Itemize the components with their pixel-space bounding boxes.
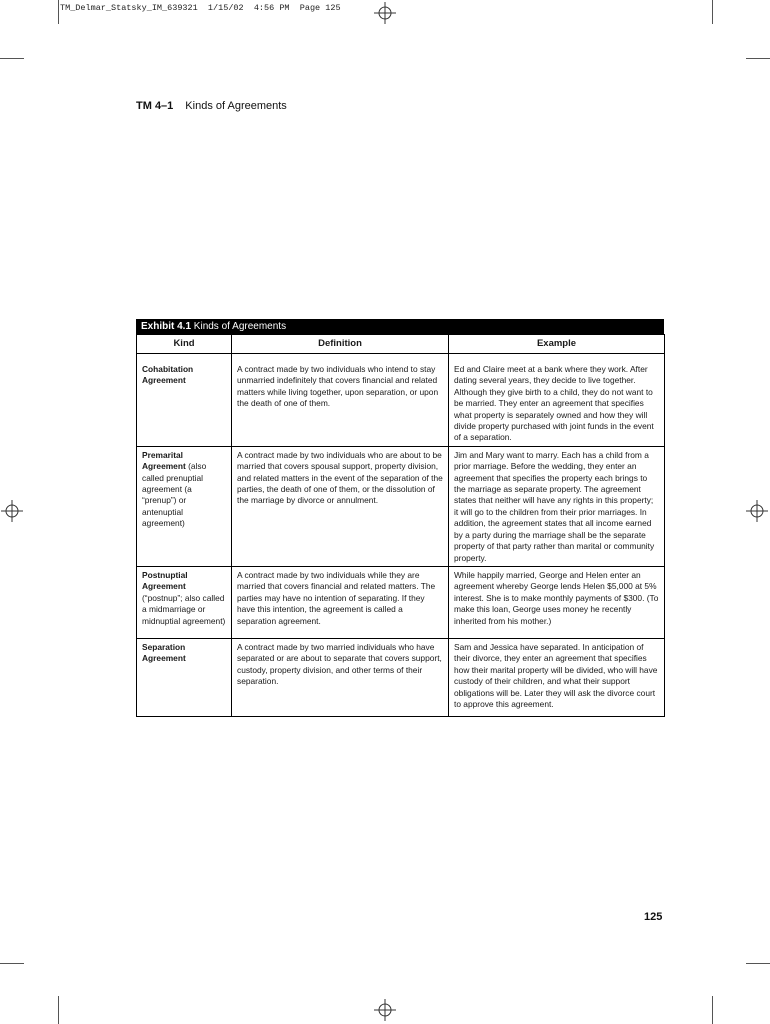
- kind-name: Separation Agreement: [142, 641, 186, 664]
- kind-cell: [137, 638, 232, 716]
- exhibit-table-block: [136, 319, 664, 717]
- definition-cell: A contract made by two individuals who intend to stay unmarried indefinitely that covers financial and related matters while living together, upon separation, or upon the death of one of them.: [232, 354, 449, 447]
- agreements-table: [136, 334, 665, 717]
- column-header-definition: Definition: [232, 335, 449, 354]
- kind-name: Cohabitation Agreement: [142, 364, 194, 386]
- example-cell: Jim and Mary want to marry. Each has a child from a prior marriage. Before the wedding, they enter an agreement that specifies the property each brings to the marriage as separate property. The agreement states that neither will have any rights in this property; it will go to the children from their prior marriages. In addition, the agreement states that all income earned by a party during the marriage shall be the separate property of that party rather than marital or community property.: [449, 446, 665, 566]
- table-header-row: [137, 335, 665, 354]
- exhibit-header: [136, 319, 664, 334]
- column-header-example: Example: [449, 335, 665, 354]
- definition-cell: A contract made by two individuals who are about to be married that covers spousal support, property division, and related matters in the event of the separation of the parties, the death of one of them, or the dissolution of the marriage by divorce or annulment.: [232, 446, 449, 566]
- crop-mark: [712, 0, 713, 24]
- table-row: [137, 354, 665, 447]
- registration-mark-icon: [374, 999, 396, 1021]
- table-row: [137, 638, 665, 716]
- page-title: [136, 100, 287, 112]
- slug-line: TM_Delmar_Statsky_IM_639321 1/15/02 4:56 PM Page 125: [60, 3, 341, 13]
- kind-cell: [137, 446, 232, 566]
- column-header-kind: Kind: [137, 335, 232, 354]
- exhibit-label: Exhibit 4.1: [141, 321, 192, 332]
- example-cell: While happily married, George and Helen enter an agreement whereby George lends Helen $5,000 at 5% interest. She is to make monthly payments of $300. (To make this loan, George uses money he recently inherited from his mother.): [449, 566, 665, 638]
- registration-mark-icon: [746, 500, 768, 522]
- kind-cell: [137, 566, 232, 638]
- example-cell: Ed and Claire meet at a bank where they work. After dating several years, they decide to live together. Although they give birth to a child, they do not want to be married. They enter an agreement that specifies what property is separately owned and how they will divide property purchased with joint funds in the event of a separation.: [449, 354, 665, 447]
- kind-name: Postnuptial Agreement: [142, 569, 188, 592]
- kind-note: (also called prenuptial agreement (a “prenup”) or antenuptial agreement): [142, 461, 207, 529]
- page-number: 125: [644, 911, 663, 923]
- crop-mark: [746, 963, 770, 964]
- title-number: TM 4–1: [136, 100, 174, 112]
- table-row: [137, 446, 665, 566]
- table-row: [137, 566, 665, 638]
- registration-mark-icon: [1, 500, 23, 522]
- kind-cell: [137, 354, 232, 447]
- crop-mark: [0, 963, 24, 964]
- example-cell: Sam and Jessica have separated. In anticipation of their divorce, they enter an agreement that specifies how their marital property will be divided, who will have custody of their children, and what their support obligations will be. Later they will ask the divorce court to approve this agreement.: [449, 638, 665, 716]
- exhibit-caption: Kinds of Agreements: [193, 321, 287, 332]
- crop-mark: [746, 58, 770, 59]
- kind-name: Premarital Agreement: [142, 449, 186, 472]
- title-text: Kinds of Agreements: [185, 100, 287, 112]
- crop-mark: [58, 996, 59, 1024]
- crop-mark: [0, 58, 24, 59]
- definition-cell: A contract made by two married individuals who have separated or are about to separate that covers support, custody, property division, and other terms of their separation.: [232, 638, 449, 716]
- definition-cell: A contract made by two individuals while they are married that covers financial and related matters. The parties may have no intention of separating. If they have this intention, the agreement is called a separation agreement.: [232, 566, 449, 638]
- crop-mark: [712, 996, 713, 1024]
- kind-note: (“postnup”; also called a midmarriage or midnuptial agreement): [142, 592, 226, 626]
- crop-mark: [58, 0, 59, 24]
- registration-mark-icon: [374, 2, 396, 24]
